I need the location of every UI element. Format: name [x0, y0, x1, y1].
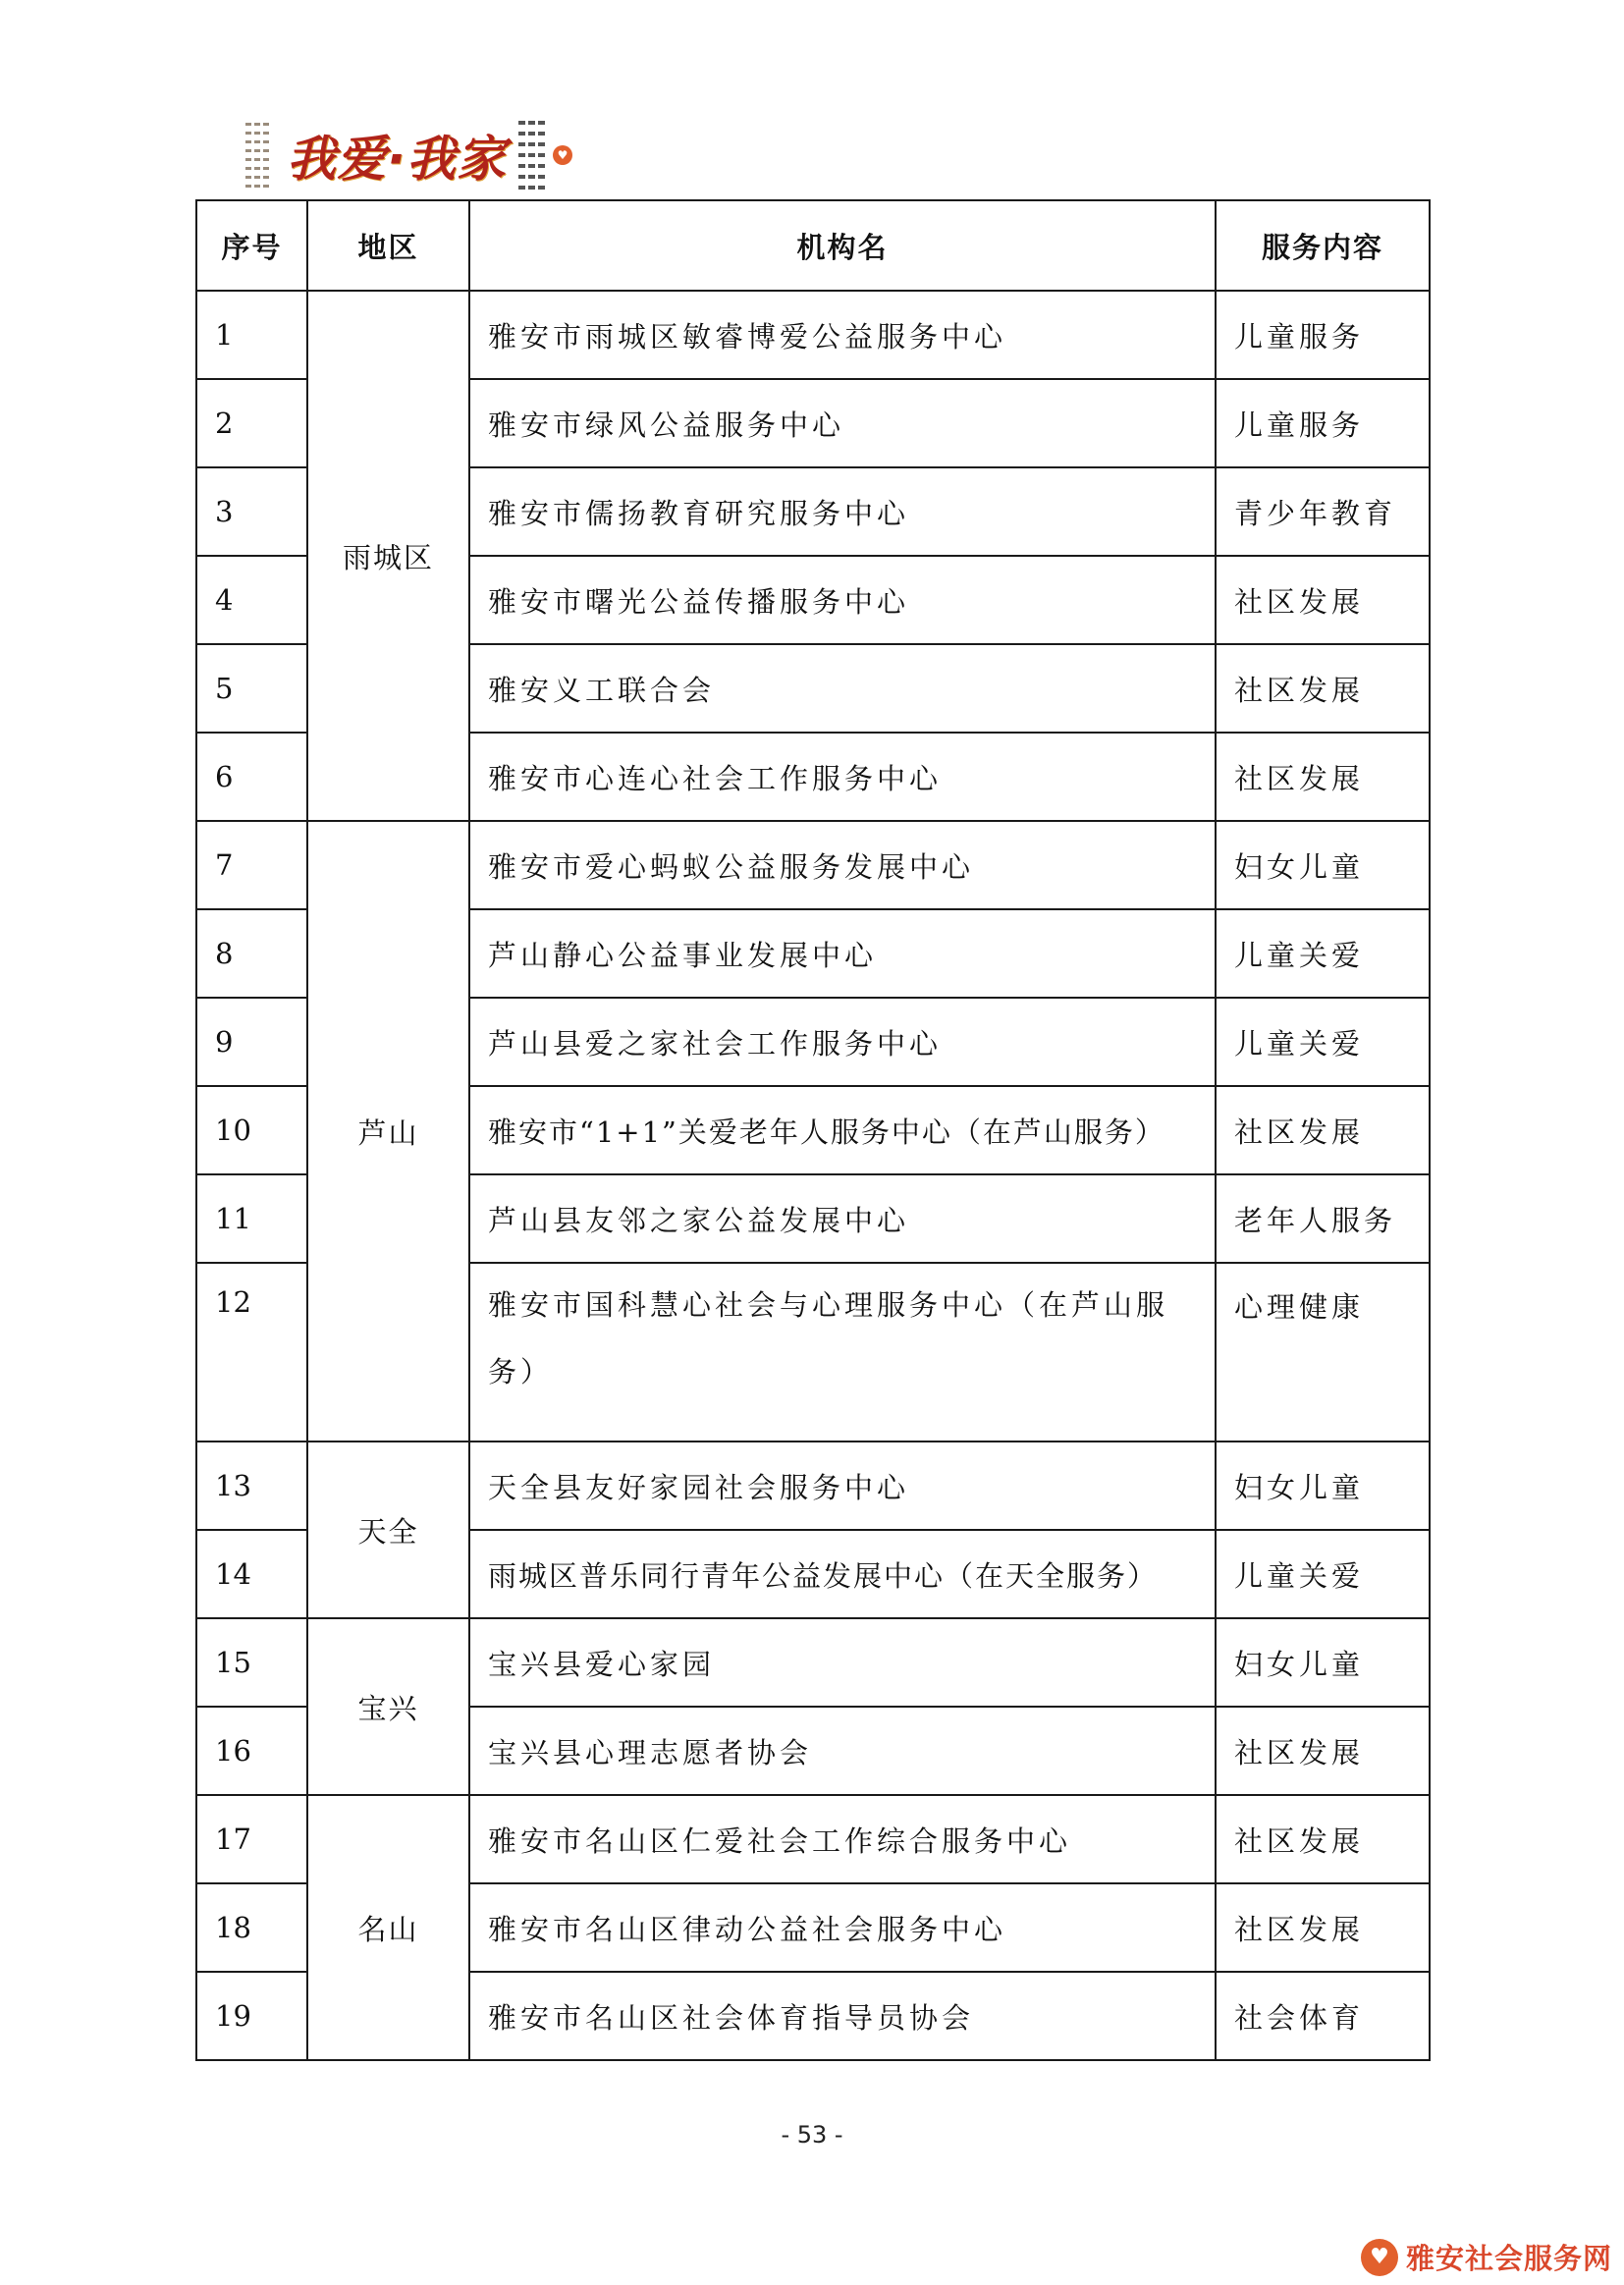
- region-cell: 宝兴: [307, 1618, 469, 1795]
- service-content: 妇女儿童: [1216, 1442, 1430, 1530]
- org-name: 雅安市“1+1”关爱老年人服务中心（在芦山服务）: [469, 1086, 1216, 1174]
- org-name: 雅安市绿风公益服务中心: [469, 379, 1216, 467]
- row-no: 11: [196, 1174, 307, 1263]
- org-name: 雅安市名山区仁爱社会工作综合服务中心: [469, 1795, 1216, 1883]
- org-name: 雅安市雨城区敏睿博爱公益服务中心: [469, 291, 1216, 379]
- service-content: 儿童服务: [1216, 291, 1430, 379]
- table-row: [196, 1442, 1430, 1530]
- row-no: 9: [196, 998, 307, 1086]
- row-no: 1: [196, 291, 307, 379]
- region-cell: 芦山: [307, 821, 469, 1442]
- org-name: 雅安市名山区律动公益社会服务中心: [469, 1883, 1216, 1972]
- org-name: 芦山静心公益事业发展中心: [469, 909, 1216, 998]
- service-content: 社区发展: [1216, 1086, 1430, 1174]
- row-no: 12: [196, 1263, 307, 1442]
- service-content: 儿童关爱: [1216, 998, 1430, 1086]
- org-name: 天全县友好家园社会服务中心: [469, 1442, 1216, 1530]
- row-no: 7: [196, 821, 307, 909]
- row-no: 6: [196, 733, 307, 821]
- row-no: 15: [196, 1618, 307, 1707]
- row-no: 8: [196, 909, 307, 998]
- org-name: 雅安市名山区社会体育指导员协会: [469, 1972, 1216, 2060]
- service-content: 青少年教育: [1216, 467, 1430, 556]
- service-content: 社区发展: [1216, 733, 1430, 821]
- page-number: - 53 -: [781, 2121, 843, 2149]
- heart-icon: ♥: [553, 145, 572, 165]
- org-name: 雅安市国科慧心社会与心理服务中心（在芦山服务）: [469, 1263, 1216, 1442]
- header-service: 服务内容: [1216, 200, 1430, 291]
- table-row: [196, 291, 1430, 379]
- org-name: 雅安市爱心蚂蚁公益服务发展中心: [469, 821, 1216, 909]
- service-content: 心理健康: [1216, 1263, 1430, 1442]
- region-cell: 名山: [307, 1795, 469, 2060]
- org-name: 雅安市心连心社会工作服务中心: [469, 733, 1216, 821]
- row-no: 2: [196, 379, 307, 467]
- row-no: 3: [196, 467, 307, 556]
- row-no: 17: [196, 1795, 307, 1883]
- site-watermark: [1361, 2237, 1612, 2277]
- table-row: [196, 1795, 1430, 1883]
- service-content: 社区发展: [1216, 1883, 1430, 1972]
- service-content: 儿童关爱: [1216, 909, 1430, 998]
- org-name: 宝兴县心理志愿者协会: [469, 1707, 1216, 1795]
- table-row: [196, 1618, 1430, 1707]
- service-content: 妇女儿童: [1216, 1618, 1430, 1707]
- organization-table: [195, 199, 1431, 2061]
- service-content: 社区发展: [1216, 1795, 1430, 1883]
- row-no: 18: [196, 1883, 307, 1972]
- row-no: 5: [196, 644, 307, 733]
- watermark-text: 雅安社会服务网: [1405, 2242, 1612, 2275]
- service-content: 儿童服务: [1216, 379, 1430, 467]
- row-no: 13: [196, 1442, 307, 1530]
- row-no: 19: [196, 1972, 307, 2060]
- row-no: 14: [196, 1530, 307, 1618]
- org-name: 雅安义工联合会: [469, 644, 1216, 733]
- logo-title: 我爱·我家: [287, 131, 507, 188]
- region-cell: 雨城区: [307, 291, 469, 821]
- service-content: 妇女儿童: [1216, 821, 1430, 909]
- heart-icon: ♥: [1361, 2239, 1398, 2276]
- service-content: 老年人服务: [1216, 1174, 1430, 1263]
- org-name: 雅安市儒扬教育研究服务中心: [469, 467, 1216, 556]
- header-logo: [245, 116, 572, 194]
- org-name: 芦山县爱之家社会工作服务中心: [469, 998, 1216, 1086]
- table-row: [196, 821, 1430, 909]
- table-header-row: [196, 200, 1430, 291]
- org-name: 雨城区普乐同行青年公益发展中心（在天全服务）: [469, 1530, 1216, 1618]
- org-name: 宝兴县爱心家园: [469, 1618, 1216, 1707]
- row-no: 16: [196, 1707, 307, 1795]
- logo-right-seal-text: [518, 121, 545, 190]
- org-name: 芦山县友邻之家公益发展中心: [469, 1174, 1216, 1263]
- logo-left-seal-text: [245, 123, 269, 188]
- org-name: 雅安市曙光公益传播服务中心: [469, 556, 1216, 644]
- service-content: 儿童关爱: [1216, 1530, 1430, 1618]
- header-no: 序号: [196, 200, 307, 291]
- row-no: 10: [196, 1086, 307, 1174]
- row-no: 4: [196, 556, 307, 644]
- region-cell: 天全: [307, 1442, 469, 1618]
- service-content: 社会体育: [1216, 1972, 1430, 2060]
- service-content: 社区发展: [1216, 644, 1430, 733]
- header-org-name: 机构名: [469, 200, 1216, 291]
- service-content: 社区发展: [1216, 1707, 1430, 1795]
- header-region: 地区: [307, 200, 469, 291]
- service-content: 社区发展: [1216, 556, 1430, 644]
